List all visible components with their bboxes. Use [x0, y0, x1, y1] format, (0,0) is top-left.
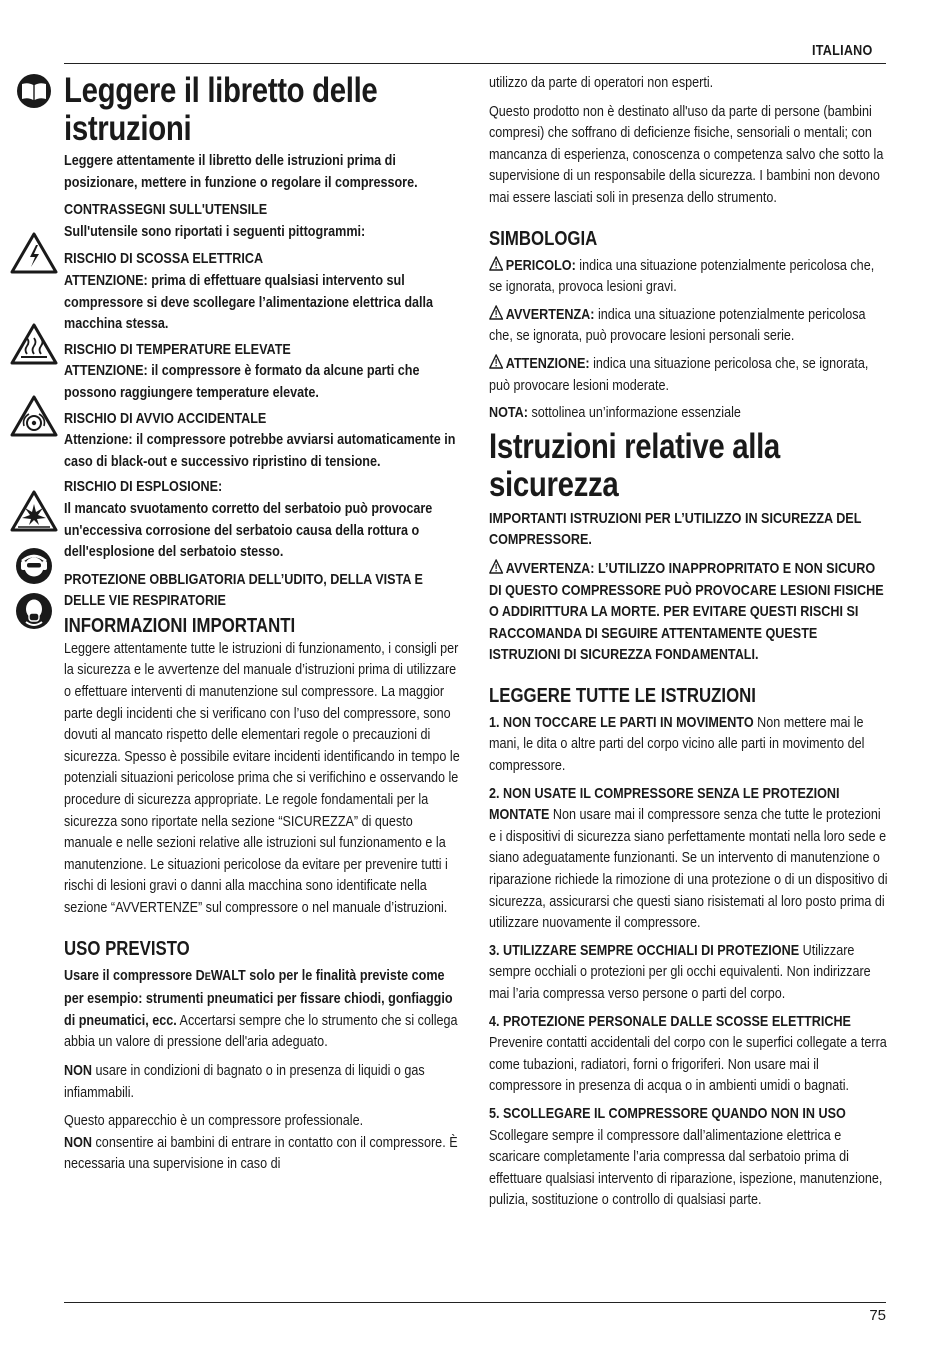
tool-marks-subtitle: Sull'utensile sono riportati i seguenti pittogrammi: [64, 222, 366, 240]
rule-4-title: 4. PROTEZIONE PERSONALE DALLE SCOSSE ELETTRICHE [489, 1012, 851, 1030]
note-line [489, 402, 889, 424]
warning-triangle-icon [489, 256, 503, 271]
read-manual-title: Leggere il libretto delle istruzioni [64, 71, 378, 148]
intended-use-note: Accertarsi sempre che lo strumento che si collega abbia un valore di pressione dell'aria adeguato. [64, 1011, 458, 1051]
respiratory-protection-icon [15, 592, 53, 630]
rule-5-title: 5. SCOLLEGARE IL COMPRESSORE QUANDO NON IN USO [489, 1104, 846, 1122]
page-number: 75 [869, 1307, 886, 1324]
rule-2-title: 2. NON USATE IL COMPRESSORE SENZA LE PROTEZIONI MONTATE [489, 784, 840, 824]
hearing-eye-protection-icon [15, 547, 53, 585]
symbols-title: SIMBOLOGIA [489, 227, 598, 250]
hazard-explosion-text: Il mancato svuotamento corretto del serbatoio può provocare un'eccessiva corrosione del serbatoio causa della rottura o dell'esplosione del serbatoio stesso. [64, 499, 433, 561]
rule-5-text: Scollegare sempre il compressore dall’alimentazione elettrica e scaricare completamente l’aria compressa dal serbatoio prima di effettuare qualsiasi intervento di riparazione, ispezione, manutenzione, pulizia, sostituzione o controllo di qualsiasi parte. [489, 1126, 883, 1209]
hazard-start-text: Attenzione: il compressore potrebbe avviarsi automaticamente in caso di black-out e successivo ripristino di tensione. [64, 431, 456, 470]
language-text: ITALIANO [811, 42, 873, 59]
rule-1-text: Non mettere mai le mani, le dita o altre parti del corpo vicino alle parti in movimento del compressore. [489, 713, 865, 775]
continued-text: utilizzo da parte di operatori non esperti. [489, 74, 714, 91]
warning-triangle-icon [489, 559, 503, 574]
hot-surface-warning-icon [10, 323, 58, 365]
read-manual-intro: Leggere attentamente il libretto delle istruzioni prima di posizionare, mettere in funzione o regolare il compressore. [64, 152, 418, 191]
danger-text: indica una situazione potenzialmente pericolosa che, se ignorata, provoca lesioni gravi. [489, 256, 875, 296]
explosion-warning-icon [10, 490, 58, 532]
intended-use-bold-end: WALT solo per le finalità previste come per esempio: strumenti pneumatici per fissare chiodi, gonfiaggio di pneumatici, ecc. [64, 966, 453, 1029]
caution-label: ATTENZIONE: [505, 354, 590, 372]
rule-4-text: Prevenire contatti accidentali del corpo con le superfici collegate a terra come tubazioni, radiatori, forni o frigoriferi. Non usare mai il compressore in presenza di acqua o in ambienti umidi o bagnati. [489, 1034, 887, 1095]
no-children-label: NON [64, 1133, 93, 1151]
hazard-heat-title: RISCHIO DI TEMPERATURE ELEVATE [64, 340, 291, 358]
warning-text: indica una situazione potenzialmente pericolosa che, se ignorata, può provocare lesioni personali serie. [489, 305, 866, 345]
language-label [812, 42, 884, 59]
important-info-text: Leggere attentamente tutte le istruzioni di funzionamento, i consigli per la sicurezza e le avvertenze del manuale d’istruzioni prima di utilizzare o effettuare interventi di manutenzione sul compressore. La maggior parte degli incidenti che si verificano con l’uso del compressore, sono dovuti al mancato rispetto delle elementari regole o precauzioni di sicurezza. Spesso è possibile evitare incidenti identificando in tempo le potenziali situazioni pericolose prima che si verifichino e osservando le procedure di sicurezza appropriate. Le regole fondamentali per la sicurezza sono riportate nella sezione “SICUREZZA” di questo manuale e nelle sezioni relative alle istruzioni sul funzionamento e la manutenzione. Le situazioni pericolose da evitare per prevenire tutti i rischi di lesioni gravi o danni alla macchina sono identificate nella sezione “AVVERTENZE” sul compressore o nel manuale d’istruzioni. [64, 639, 460, 916]
warning-label: AVVERTENZA: [505, 305, 595, 323]
rule-2-text: Non usare mai il compressore senza che tutte le protezioni e i dispositivi di sicurezza siano perfettamente montati nella loro sede e siano adeguatamente funzionanti. Se un intervento di manutenzione o riparazione richiede la rimozione di una protezione o di un dispositivo di sicurezza, assicurarsi che questi siano risistemati al loro posto prima di utilizzare nuovamente il compressore. [489, 806, 888, 932]
automatic-start-warning-icon [10, 395, 58, 437]
safety-instructions-title: Istruzioni relative alla sicurezza [489, 426, 780, 504]
left-column [64, 72, 462, 1175]
hazard-explosion-title: RISCHIO DI ESPLOSIONE: [64, 478, 223, 496]
hazard-electric-text: ATTENZIONE: prima di effettuare qualsiasi intervento sul compressore si deve scollegare l’alimentazione elettrica dalla macchina stessa. [64, 271, 434, 333]
persons-text: Questo prodotto non è destinato all'uso da parte di persone (bambini compresi) che soffrano di deficienze fisiche, sensoriali o mentali; con mancanza di esperienza, conoscenza o competenza salvo che sotto la supervisione di un responsabile della sicurezza. I bambini non devono mai essere lasciati soli in presenza dello strumento. [489, 102, 884, 206]
hazard-start-title: RISCHIO DI AVVIO ACCIDENTALE [64, 409, 267, 427]
symbol-warning [489, 304, 889, 347]
footer-rule [64, 1302, 886, 1303]
danger-label: PERICOLO: [505, 256, 576, 274]
no-wet-body: usare in condizioni di bagnato o in presenza di liquidi o gas infiammabili. [64, 1061, 425, 1101]
children-text [64, 1132, 462, 1175]
hazard-heat-text: ATTENZIONE: il compressore è formato da alcune parti che possono raggiungere temperature elevate. [64, 362, 420, 401]
protection-required: PROTEZIONE OBBLIGATORIA DELL’UDITO, DELLA VISTA E DELLE VIE RESPIRATORIE [64, 570, 423, 610]
electric-shock-warning-icon [10, 232, 58, 274]
symbol-caution [489, 353, 889, 396]
header-rule [64, 63, 886, 64]
caution-text: indica una situazione pericolosa che, se ignorata, può provocare lesioni moderate. [489, 354, 869, 394]
note-text: sottolinea un’informazione essenziale [527, 404, 741, 422]
rule-3-text: Utilizzare sempre occhiali o protezioni per gli occhi equivalenti. Non indirizzare mai l’aria compressa verso persone o parti del corpo. [489, 941, 871, 1002]
right-column-content [489, 72, 889, 1211]
important-info-title: INFORMAZIONI IMPORTANTI [64, 614, 296, 637]
rule-2 [489, 783, 889, 934]
brand-small-letter: E [204, 970, 211, 983]
intended-use-title: USO PREVISTO [64, 937, 190, 960]
no-children-body: consentire ai bambini di entrare in contatto con il compressore. È necessaria una supervisione in caso di [64, 1133, 458, 1173]
rule-1-title: 1. NON TOCCARE LE PARTI IN MOVIMENTO [489, 713, 754, 731]
book-icon [16, 73, 52, 109]
safety-important-text: IMPORTANTI ISTRUZIONI PER L’UTILIZZO IN SICUREZZA DEL COMPRESSORE. [489, 509, 862, 549]
intended-use-text [64, 965, 462, 1053]
no-wet-label: NON [64, 1061, 93, 1079]
hazard-electric-title: RISCHIO DI SCOSSA ELETTRICA [64, 250, 264, 268]
rule-3-title: 3. UTILIZZARE SEMPRE OCCHIALI DI PROTEZIONE [489, 941, 800, 959]
rule-3 [489, 940, 889, 1005]
read-all-title: LEGGERE TUTTE LE ISTRUZIONI [489, 684, 756, 707]
left-column-content [64, 72, 462, 1175]
intended-use-bold-start: Usare il compressore D [64, 966, 205, 984]
no-wet-use-text [64, 1060, 462, 1103]
safety-warning-body: AVVERTENZA: L’UTILIZZO INAPPROPRITATO E NON SICURO DI QUESTO COMPRESSORE PUÒ PROVOCARE LESIONI FISICHE O ADDIRITTURA LA MORTE. PER EVITARE QUESTI RISCHI SI RACCOMANDA DI SEGUIRE ATTENTAMENTE QUESTE ISTRUZIONI DI SICUREZZA FONDAMENTALI. [489, 559, 884, 664]
note-label: NOTA: [489, 404, 528, 422]
tool-marks-title: CONTRASSEGNI SULL'UTENSILE [64, 201, 268, 219]
professional-text: Questo apparecchio è un compressore professionale. [64, 1112, 364, 1130]
safety-warning-text [489, 558, 889, 666]
rule-5 [489, 1103, 889, 1211]
warning-triangle-icon [489, 305, 503, 320]
symbol-danger [489, 255, 889, 298]
rule-1 [489, 712, 889, 777]
warning-triangle-icon [489, 354, 503, 369]
right-column [489, 72, 889, 1211]
rule-4 [489, 1011, 889, 1097]
